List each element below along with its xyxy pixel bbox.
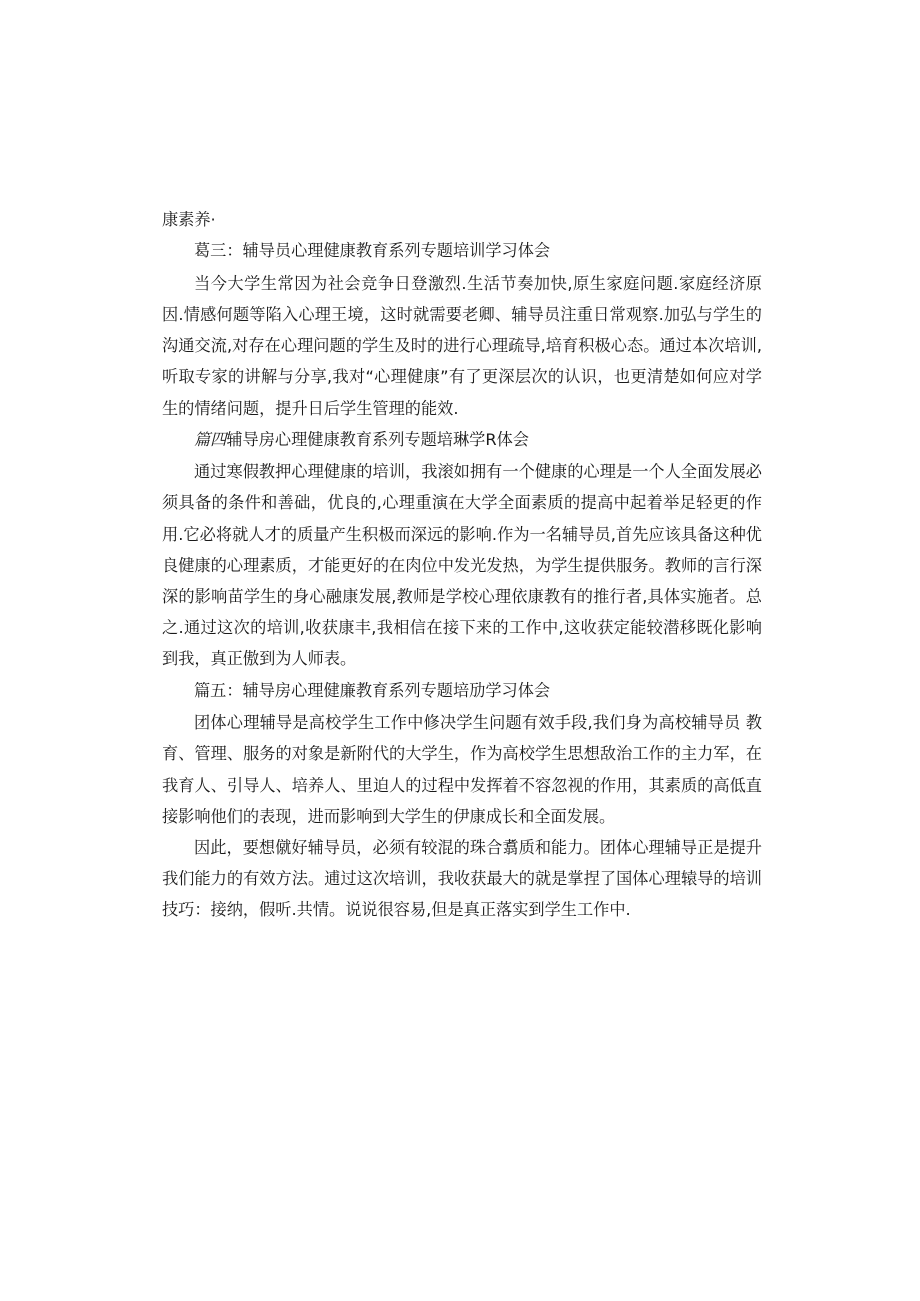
section-heading-4-label: 篇四 [194,429,227,449]
section-3-paragraph-1: 当今大学生常因为社会竞争日登激烈.生活节奏加快,原生家庭问题.家庭经济原因.情感何题等陷入心理王境，这时就需要老卿、辅导员注重日常观察.加弘与学生的沟通交流,对存在心理问题的学生及时的进行心理疏导,培育积极心态。通过本次培训,听取专家的讲解与分享,我对“心理健康”有了更深层次的认识，也更清楚如何应对学生的情绪问题，提升日后学生管理的能效. [162,273,762,418]
section-heading-5: 篇五：辅导房心理健廉教育系列专题培劢学习体会 [194,680,551,700]
section-4-paragraph-1: 通过寒假教押心理健康的培训，我滚如拥有一个健康的心理是一个人全面发展必须具备的条件和善础，优良的,心理重演在大学全面素质的提高中起着举足轻更的作用.它必将就人才的质量产生积极而深远的影响.作为一名辅导员,首先应该具备这种优良健康的心理素质，才能更好的在肉位中发光发热，为学生提供服务。教师的言行深深的影响苗学生的身心融康发展,教师是学校心理依康教有的推行者,具体实施者。总之.通过这次的培训,收获康丰,我相信在接下来的工作中,这收获定能较潜移既化影响到我，真正傲到为人师表。 [162,462,762,669]
section-5-paragraph-1: 团体心理辅导是高校学生工作中修决学生问题有效手段,我们身为高校辅导员 教育、管理、服务的对象是新附代的大学生，作为高校学生思想敌治工作的主力军，在我育人、引导人、培养人、里迫人的过程中发挥着不容忽视的作用，其素质的高低直接影响他们的表现，进而影响到大学生的伊康成长和全面发展。 [162,713,762,826]
document-body [162,204,762,926]
section-heading-3: 葛三：辅导员心理健康教育系列专题培训学习体会 [194,241,551,261]
section-heading-4-title: 辅导房心理健康教育系列专题培琳学R体会 [226,429,529,449]
section-heading-4 [162,424,762,457]
section-5-paragraph-2: 因此，要想僦好辅导员，必须有较混的珠合翥质和能力。团体心理辅导正是提升我们能力的有效方法。逋过这次培训，我收获最大的就是掌捏了国体心理辕导的培训技巧：接纳，假听.共情。说说很容易,但是真正落实到学生工作中. [162,837,762,920]
lead-fragment: 康素养· [162,210,216,229]
